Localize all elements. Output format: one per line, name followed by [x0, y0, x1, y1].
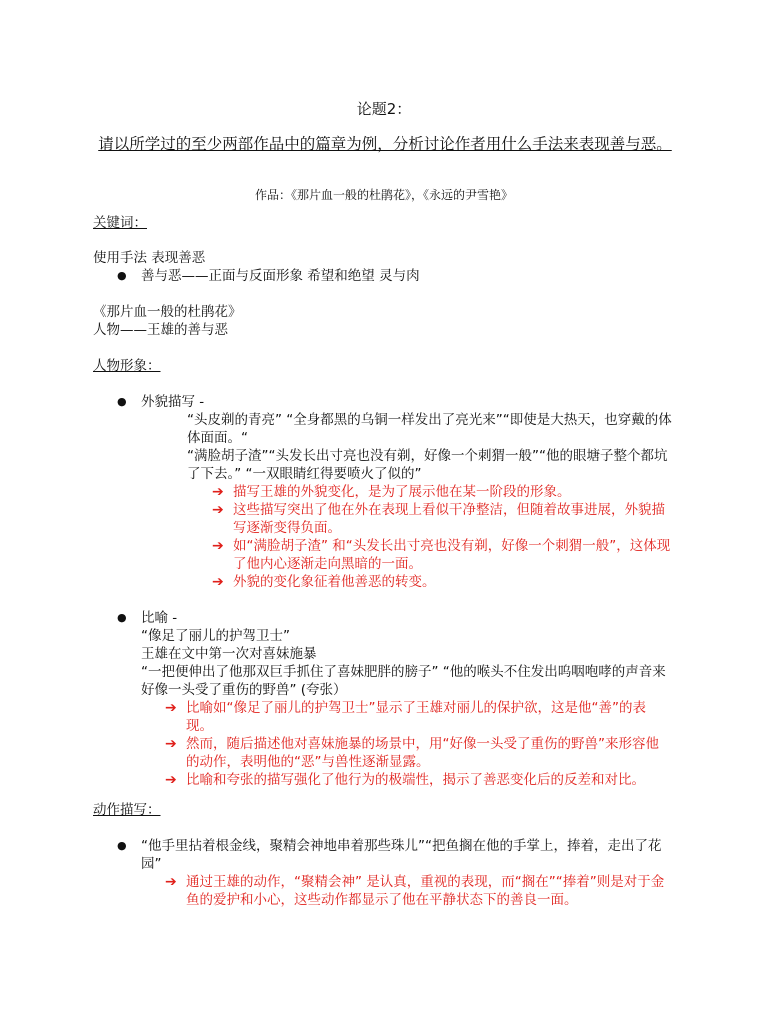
- metaphor-label: 比喻 -: [141, 610, 178, 626]
- appearance-label: 外貌描写 -: [141, 394, 205, 410]
- right-arrow-icon: ➔: [165, 700, 177, 716]
- right-arrow-icon: ➔: [165, 772, 177, 788]
- appearance-note-3: 如“满脸胡子渣” 和“头发长出寸亮也没有剃，好像一个刺猬一般”，这体现了他内心逐渐走向黑暗的一面。: [233, 538, 671, 572]
- right-arrow-icon: ➔: [212, 502, 224, 518]
- action-note: 通过王雄的动作，“聚精会神” 是认真，重视的表现，而“搁在”“捧着”则是对于金鱼的爱护和小心，这些动作都显示了他在平静状态下的善良一面。: [186, 874, 665, 908]
- keywords-heading: 关键词：: [93, 215, 147, 231]
- keywords-bullet: 善与恶——正面与反面形象 希望和绝望 灵与肉: [141, 268, 420, 284]
- right-arrow-icon: ➔: [212, 574, 224, 590]
- question-text: 请以所学过的至少两部作品中的篇章为例，分析讨论作者用什么手法来表现善与恶。: [98, 135, 672, 153]
- keywords-line: 使用手法 表现善恶: [93, 250, 206, 266]
- works-line: 作品：《那片血一般的杜鹃花》，《永远的尹雪艳》: [254, 188, 513, 202]
- section-subtitle: 人物——王雄的善与恶: [93, 322, 228, 338]
- metaphor-note-1: 比喻如“像足了丽儿的护驾卫士”显示了王雄对丽儿的保护欲，这是他“善”的表现。: [186, 700, 646, 734]
- metaphor-note-2: 然而，随后描述他对喜妹施暴的场景中，用“好像一头受了重伤的野兽”来形容他的动作，表明他的“恶”与兽性逐渐显露。: [186, 736, 659, 770]
- action-bullet: “他手里拈着根金线，聚精会神地串着那些珠儿”“把鱼搁在他的手掌上，捧着，走出了花园”: [141, 838, 662, 872]
- character-heading: 人物形象：: [93, 358, 161, 374]
- topic-title: 论题2：: [356, 100, 412, 118]
- right-arrow-icon: ➔: [212, 538, 224, 554]
- metaphor-line-3: “一把便伸出了他那双巨手抓住了喜妹肥胖的膀子” “他的喉头不住发出呜咽咆哮的声音来好像一头受了重伤的野兽” (夸张）: [141, 664, 666, 698]
- bullet-dot-icon: ●: [117, 269, 127, 282]
- metaphor-line-2: 王雄在文中第一次对喜妹施暴: [141, 646, 317, 662]
- metaphor-line-1: “像足了丽儿的护驾卫士”: [141, 628, 290, 644]
- work-title: 《那片血一般的杜鹃花》: [93, 304, 242, 320]
- appearance-note-2: 这些描写突出了他在外在表现上看似干净整洁，但随着故事进展，外貌描写逐渐变得负面。: [233, 502, 665, 536]
- right-arrow-icon: ➔: [165, 874, 177, 890]
- appearance-quote-2: “满脸胡子渣”“头发长出寸亮也没有剃，好像一个刺猬一般”“他的眼塘子整个都坑了下去。” “一双眼睛红得要喷火了似的”: [187, 448, 668, 482]
- action-heading: 动作描写：: [93, 802, 161, 818]
- bullet-dot-icon: ●: [117, 611, 127, 624]
- bullet-dot-icon: ●: [117, 395, 127, 408]
- right-arrow-icon: ➔: [212, 484, 224, 500]
- appearance-note-4: 外貌的变化象征着他善恶的转变。: [233, 574, 436, 590]
- metaphor-note-3: 比喻和夸张的描写强化了他行为的极端性，揭示了善恶变化后的反差和对比。: [186, 772, 645, 788]
- bullet-dot-icon: ●: [117, 839, 127, 852]
- right-arrow-icon: ➔: [165, 736, 177, 752]
- appearance-note-1: 描写王雄的外貌变化，是为了展示他在某一阶段的形象。: [233, 484, 571, 500]
- appearance-quote-1: “头皮剃的青亮” “全身都黑的乌铜一样发出了亮光来”“即使是大热天，也穿戴的体体面面。“: [187, 412, 672, 446]
